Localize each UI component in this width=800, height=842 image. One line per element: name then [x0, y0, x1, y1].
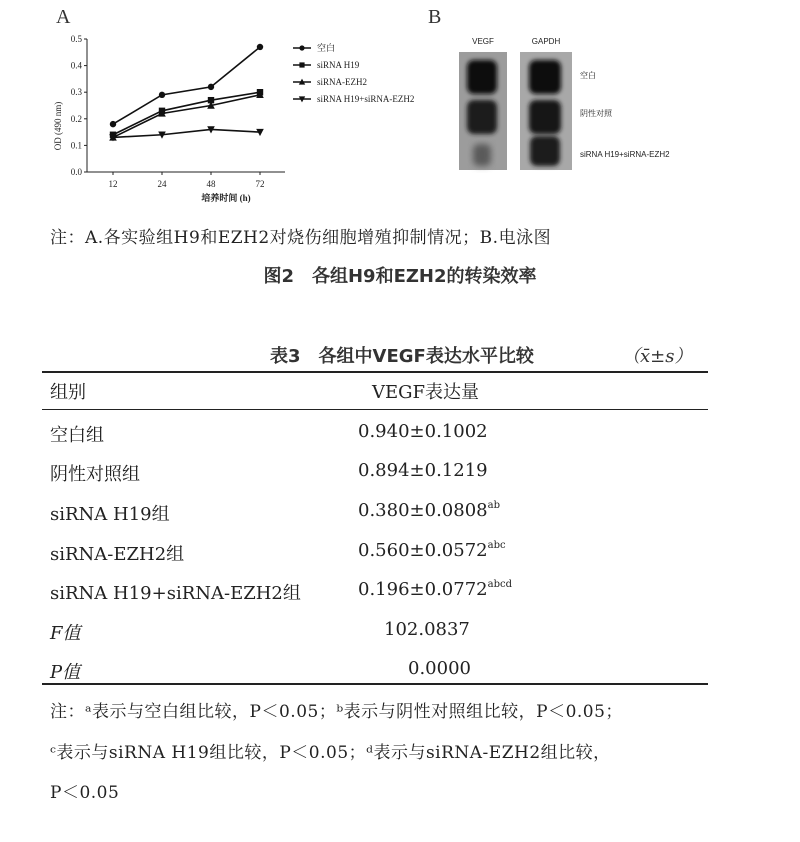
gel-row-label: siRNA H19+siRNA-EZH2: [580, 150, 670, 159]
legend-entry: 空白: [317, 43, 336, 53]
gel-band: [529, 100, 561, 134]
table-row: [42, 540, 708, 570]
legend-entry: siRNA H19+siRNA-EZH2: [317, 94, 415, 104]
table-header-row: [42, 378, 708, 408]
y-tick-label: 0.4: [70, 60, 82, 71]
table-header-group: 组别: [50, 382, 86, 403]
legend-entry: siRNA-EZH2: [317, 77, 367, 87]
table-cell-value: 0.560±0.0572$^{abc}$: [358, 540, 506, 561]
y-tick-label: 0.3: [70, 87, 82, 98]
table-cell-p-value: 0.0000: [408, 658, 471, 679]
table-row: [42, 460, 708, 490]
table-row: [42, 500, 708, 530]
table-note-line: 注：ᵃ表示与空白组比较，P＜0.05；ᵇ表示与阴性对照组比较，P＜0.05；: [50, 702, 623, 722]
gel-band: [467, 100, 497, 134]
table-title: 表3 各组中VEGF表达水平比较: [270, 346, 534, 367]
series-line: [113, 129, 260, 137]
x-tick-label: 48: [206, 179, 216, 189]
table-cell-group: siRNA H19组: [50, 504, 170, 525]
x-tick-label: 24: [157, 179, 167, 189]
table-cell-f-label: F值: [50, 623, 81, 644]
figure-note: 注：A.各实验组H9和EZH2对烧伤细胞增殖抑制情况；B.电泳图: [50, 228, 552, 248]
table-cell-value: $0.196\pm 0.0772^{abcd}$: [358, 579, 512, 600]
table-row: [42, 421, 708, 451]
x-tick-label: 72: [255, 179, 265, 189]
table-note-line: P＜0.05: [50, 783, 120, 803]
chart-y-axis-label: OD (490 nm): [53, 101, 63, 151]
panel-a-label: A: [56, 6, 71, 28]
table-stat-label: （x̄±s）: [622, 346, 693, 367]
gel-band: [467, 60, 497, 94]
data-point: [208, 84, 214, 90]
gel-row-label: 阴性对照: [580, 109, 612, 118]
data-point: [159, 92, 165, 98]
data-point: [257, 44, 263, 50]
table-row-f: [42, 619, 708, 649]
gel-band: [530, 136, 560, 166]
table-cell-group: siRNA H19+siRNA-EZH2组: [50, 583, 301, 604]
gel-column-label-gapdh: GAPDH: [531, 37, 561, 46]
table-cell-group: siRNA-EZH2组: [50, 544, 185, 565]
panel-b-label: B: [428, 6, 442, 28]
table-header-value: VEGF表达量: [372, 382, 480, 403]
table-row-p: [42, 658, 708, 688]
y-tick-label: 0.5: [70, 34, 82, 44]
data-point: [110, 121, 116, 127]
chart-legend: [293, 42, 414, 104]
gel-band: [529, 60, 561, 94]
data-point: [299, 62, 304, 67]
table-cell-group: 空白组: [50, 425, 104, 446]
table-row: [42, 579, 708, 609]
series-line: [113, 47, 260, 124]
series-line: [113, 92, 260, 135]
y-tick-label: 0.0: [70, 167, 82, 177]
table-cell-f-value: 102.0837: [384, 619, 470, 640]
legend-entry: siRNA H19: [317, 60, 360, 70]
figure-caption: 图2 各组H9和EZH2的转染效率: [263, 266, 537, 287]
gel-band: [473, 144, 491, 166]
chart-series: [109, 44, 264, 142]
table-header-rule: [42, 409, 708, 410]
data-point: [299, 45, 304, 50]
table-cell-value: 0.380±0.0808$^{ab}$: [358, 500, 500, 521]
table-note-line: ᶜ表示与siRNA H19组比较，P＜0.05；ᵈ表示与siRNA-EZH2组比较，: [50, 743, 611, 763]
x-tick-label: 12: [108, 179, 118, 189]
table-cell-p-label: P值: [50, 662, 81, 683]
table-cell-value: 0.940±0.1002: [358, 421, 488, 442]
table-top-rule: [42, 371, 708, 373]
electrophoresis-gel: [440, 30, 740, 180]
gel-column-label-vegf: VEGF: [472, 37, 494, 46]
line-chart: [40, 26, 440, 216]
y-tick-label: 0.1: [70, 140, 82, 151]
y-tick-label: 0.2: [70, 113, 82, 124]
gel-row-label: 空白: [580, 71, 596, 80]
table-cell-value: 0.894±0.1219: [358, 460, 488, 481]
chart-x-axis-label: 培养时间 (h): [201, 193, 251, 203]
table-cell-group: 阴性对照组: [50, 464, 140, 485]
